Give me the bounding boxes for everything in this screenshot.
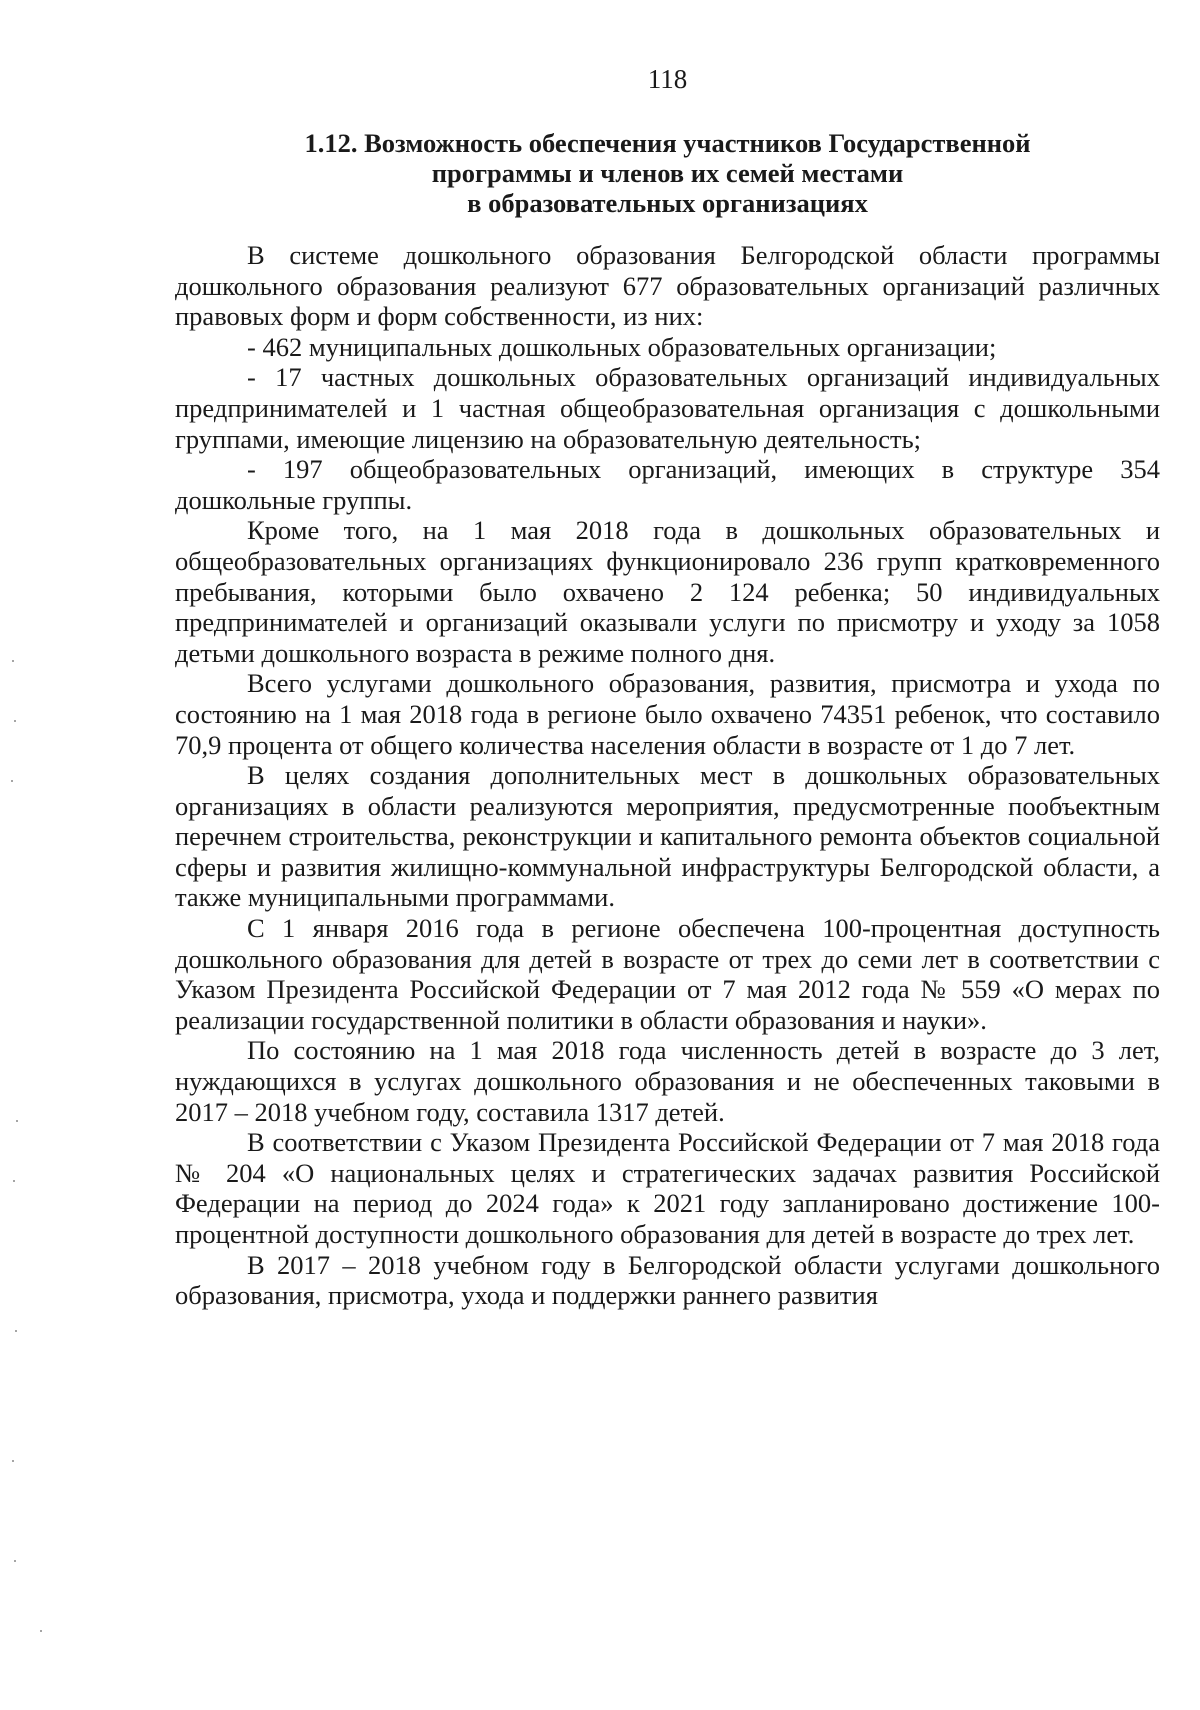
heading-line: 1.12. Возможность обеспечения участников Государственной: [304, 128, 1031, 158]
scan-speck: [16, 1120, 18, 1122]
section-heading: [175, 128, 1160, 218]
scan-speck: [14, 720, 16, 722]
paragraph: Всего услугами дошкольного образования, развития, присмотра и ухода по состоянию на 1 мая 2018 года в регионе было охвачено 74351 ребенок, что составило 70,9 процента от общего количества населения области в возрасте от 1 до 7 лет.: [175, 668, 1160, 760]
paragraph: В целях создания дополнительных мест в дошкольных образовательных организациях в области реализуются мероприятия, предусмотренные пообъектным перечнем строительства, реконструкции и капитального ремонта объектов социальной сферы и развития жилищно-коммунальной инфраструктуры Белгородской области, а также муниципальными программами.: [175, 760, 1160, 913]
scan-speck: [12, 660, 14, 662]
heading-line: программы и членов их семей местами: [431, 158, 904, 188]
heading-line: в образовательных организациях: [467, 188, 868, 218]
paragraph: По состоянию на 1 мая 2018 года численность детей в возрасте до 3 лет, нуждающихся в услугах дошкольного образования и не обеспеченных таковыми в 2017 – 2018 учебном году, составила 1317 детей.: [175, 1035, 1160, 1127]
list-item: - 462 муниципальных дошкольных образовательных организации;: [247, 331, 997, 362]
scan-speck: [11, 780, 13, 782]
paragraph: В 2017 – 2018 учебном году в Белгородской области услугами дошкольного образования, присмотра, ухода и поддержки раннего развития: [175, 1249, 1160, 1311]
paragraph: Кроме того, на 1 мая 2018 года в дошкольных образовательных и общеобразовательных организациях функционировало 236 групп кратковременного пребывания, которыми было охвачено 2 124 ребенка; 50 индивидуальных предпринимателей и организаций оказывали услуги по присмотру и уходу за 1058 детьми дошкольного возраста в режиме полного дня.: [175, 515, 1160, 668]
page-number: 118: [647, 64, 688, 94]
paragraph: В соответствии с Указом Президента Российской Федерации от 7 мая 2018 года № 204 «О национальных целях и стратегических задачах развития Российской Федерации на период до 2024 года» к 2021 году запланировано достижение 100-процентной доступности дошкольного образования для детей в возрасте до трех лет.: [175, 1127, 1160, 1249]
scan-speck: [14, 1560, 16, 1562]
scan-speck: [15, 1330, 17, 1332]
scan-speck: [40, 1630, 42, 1632]
list-item: - 17 частных дошкольных образовательных организаций индивидуальных предпринимателей и 1 частная общеобразовательная организация с дошкольными группами, имеющие лицензию на образовательную деятельность;: [175, 362, 1160, 454]
scan-speck: [12, 1460, 14, 1462]
paragraph: В системе дошкольного образования Белгородской области программы дошкольного образования реализуют 677 образовательных организаций различных правовых форм и форм собственности, из них:: [175, 240, 1160, 332]
scan-artifacts: [0, 0, 60, 1710]
body-text: [175, 240, 1160, 1311]
paragraph: С 1 января 2016 года в регионе обеспечена 100-процентная доступность дошкольного образования для детей в возрасте от трех до семи лет в соответствии с Указом Президента Российской Федерации от 7 мая 2012 года № 559 «О мерах по реализации государственной политики в области образования и науки».: [175, 913, 1160, 1035]
list-item: - 197 общеобразовательных организаций, имеющих в структуре 354 дошкольные группы.: [175, 454, 1160, 515]
scan-speck: [13, 1180, 15, 1182]
